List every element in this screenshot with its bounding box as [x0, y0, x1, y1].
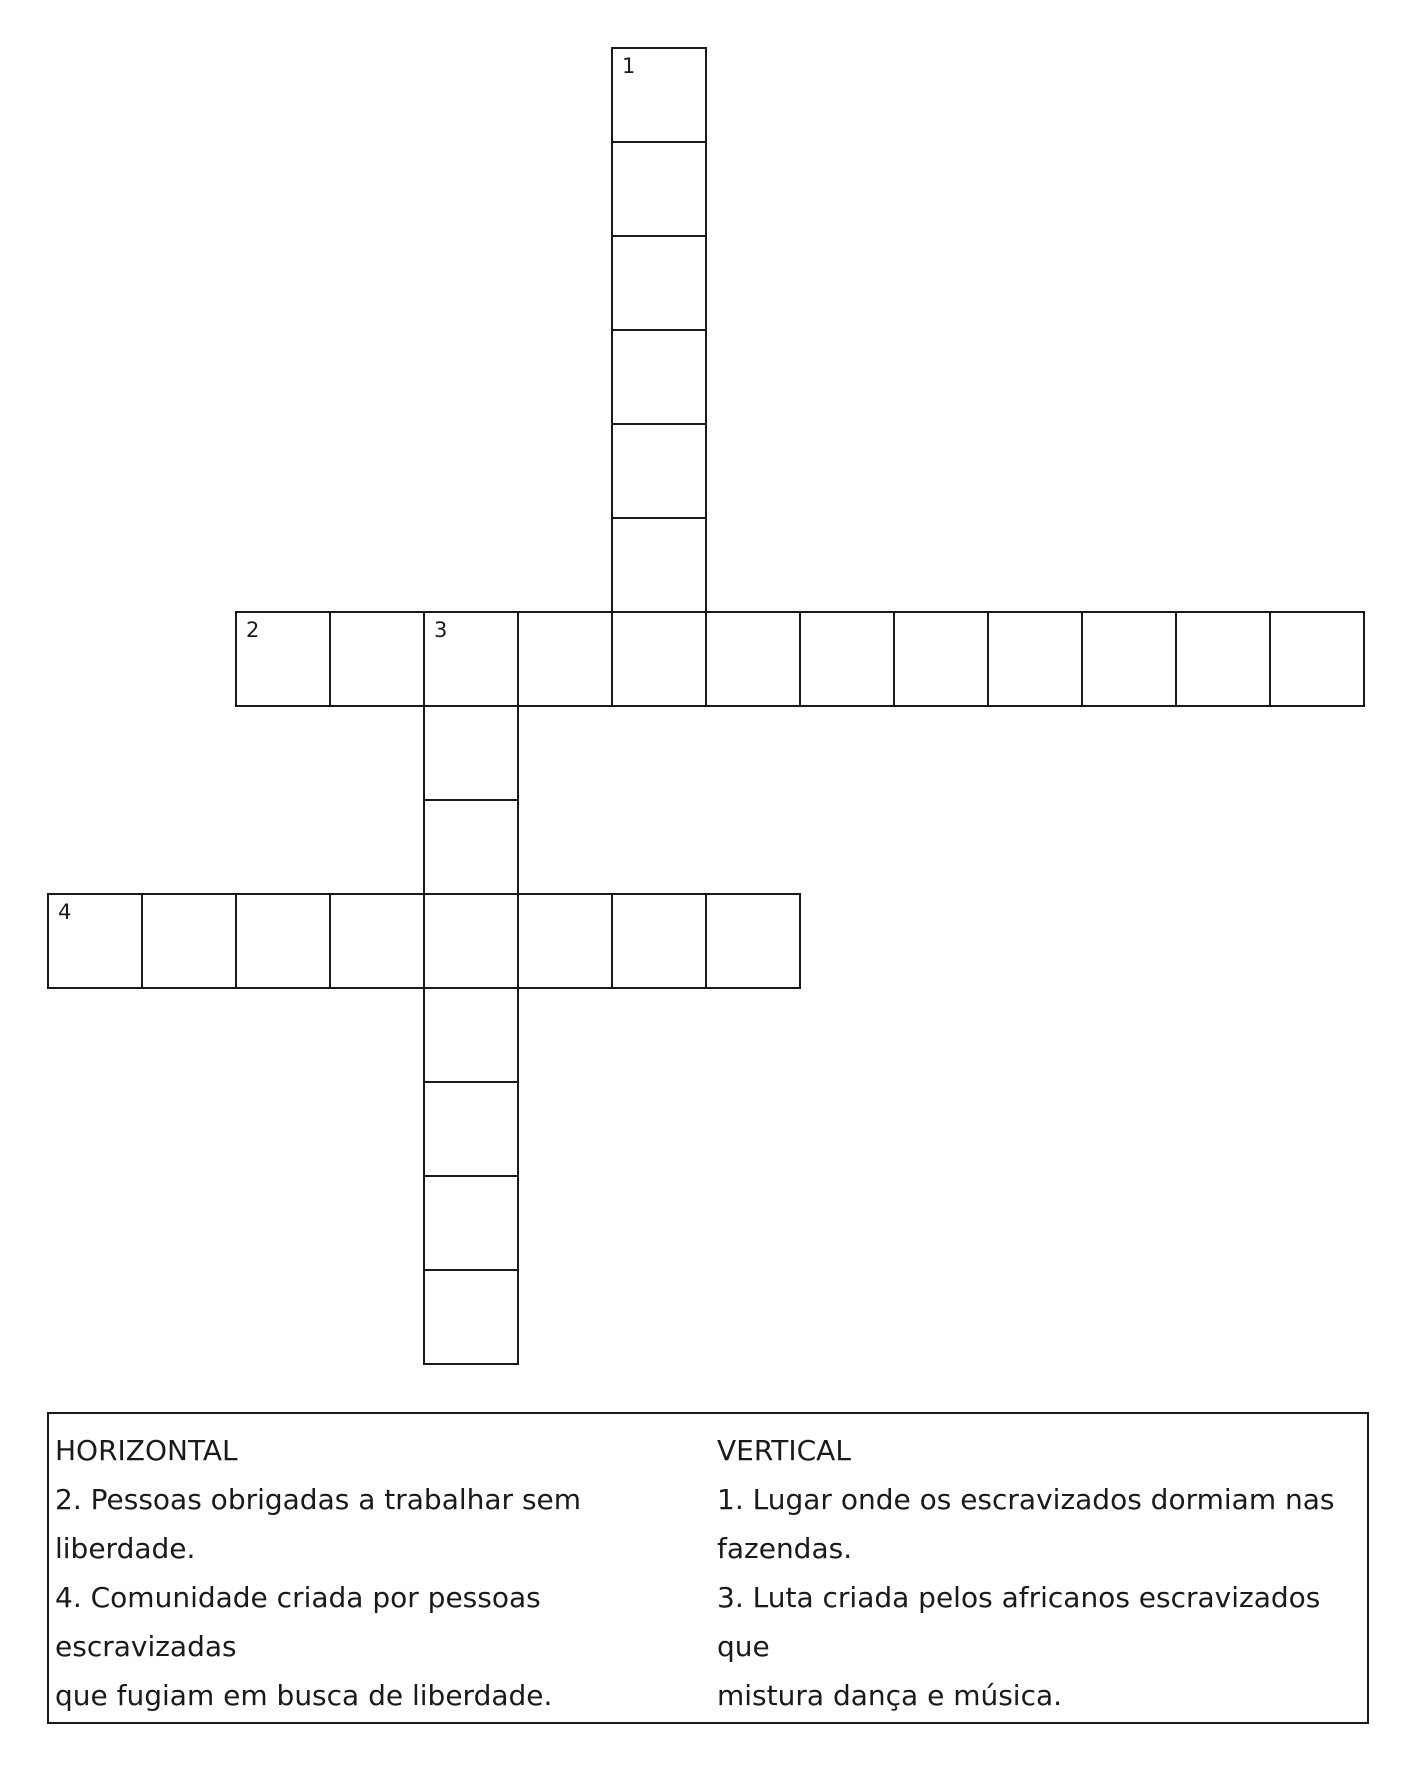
crossword-cell[interactable] [423, 1081, 519, 1177]
crossword-cell[interactable] [611, 893, 707, 989]
clue-4-line2: que fugiam em busca de liberdade. [55, 1679, 553, 1712]
crossword-cell[interactable] [329, 893, 425, 989]
clue-number: 3 [434, 618, 448, 642]
crossword-cell[interactable] [611, 47, 707, 143]
clue-3-line2: mistura dança e música. [717, 1679, 1063, 1712]
crossword-cell[interactable] [235, 893, 331, 989]
crossword-cell[interactable] [611, 329, 707, 425]
crossword-cell[interactable] [517, 893, 613, 989]
crossword-cell[interactable] [1081, 611, 1177, 707]
vertical-title: VERTICAL [717, 1434, 851, 1467]
crossword-cell[interactable] [423, 893, 519, 989]
crossword-cell[interactable] [611, 423, 707, 519]
clue-4-line1: 4. Comunidade criada por pessoas escravizadas [55, 1581, 541, 1663]
crossword-cell[interactable] [47, 893, 143, 989]
crossword-cell[interactable] [141, 893, 237, 989]
clue-3-line1: 3. Luta criada pelos africanos escravizados que [717, 1581, 1321, 1663]
crossword-cell[interactable] [1175, 611, 1271, 707]
vertical-clues [717, 1426, 1367, 1720]
clue-1-line2: fazendas. [717, 1532, 853, 1565]
crossword-cell[interactable] [517, 611, 613, 707]
crossword-cell[interactable] [799, 611, 895, 707]
clue-1-line1: 1. Lugar onde os escravizados dormiam nas [717, 1483, 1335, 1516]
crossword-cell[interactable] [611, 235, 707, 331]
clues-box [47, 1412, 1369, 1724]
crossword-cell[interactable] [423, 705, 519, 801]
clue-2-line2: liberdade. [55, 1532, 196, 1565]
clue-number: 1 [622, 54, 636, 78]
crossword-cell[interactable] [893, 611, 989, 707]
crossword-cell[interactable] [611, 141, 707, 237]
crossword-cell[interactable] [1269, 611, 1365, 707]
crossword-cell[interactable] [235, 611, 331, 707]
horizontal-title: HORIZONTAL [55, 1434, 238, 1467]
horizontal-clues [55, 1426, 705, 1720]
clue-number: 4 [58, 900, 72, 924]
crossword-cell[interactable] [423, 799, 519, 895]
crossword-cell[interactable] [423, 1175, 519, 1271]
clue-2-line1: 2. Pessoas obrigadas a trabalhar sem [55, 1483, 582, 1516]
crossword-cell[interactable] [705, 611, 801, 707]
crossword-cell[interactable] [705, 893, 801, 989]
clue-number: 2 [246, 618, 260, 642]
crossword-cell[interactable] [423, 611, 519, 707]
crossword-cell[interactable] [423, 1269, 519, 1365]
crossword-cell[interactable] [611, 517, 707, 613]
crossword-cell[interactable] [423, 987, 519, 1083]
crossword-cell[interactable] [329, 611, 425, 707]
crossword-cell[interactable] [611, 611, 707, 707]
crossword-cell[interactable] [987, 611, 1083, 707]
